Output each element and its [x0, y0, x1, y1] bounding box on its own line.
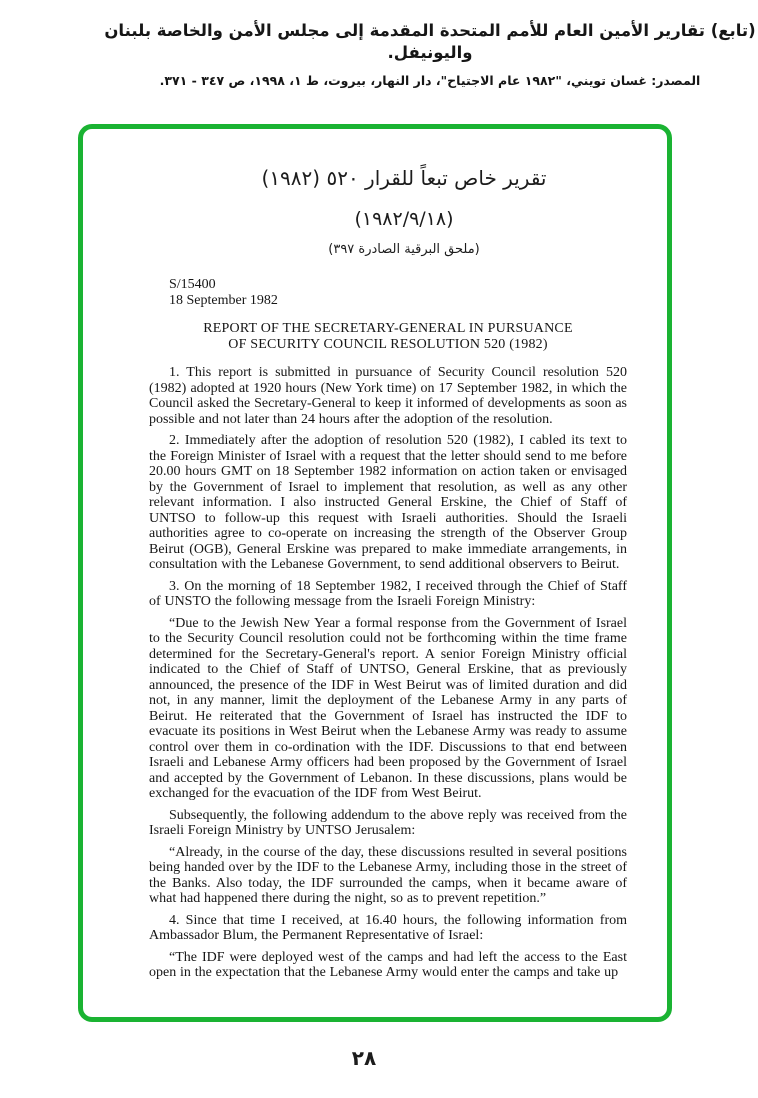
document-date: 18 September 1982 — [169, 293, 278, 308]
document-symbol: S/15400 — [169, 277, 216, 292]
arabic-title-note: (ملحق البرقية الصادرة ٣٩٧) — [328, 242, 480, 257]
header-line-2: المصدر: غسان تويني، "١٩٨٢ عام الاجتياح"، دار النهار، بيروت، ط ١، ١٩٩٨، ص ٣٤٧ - ٣٧١. — [159, 73, 701, 88]
report-heading — [149, 321, 627, 352]
arabic-title-block — [165, 166, 643, 258]
paragraph: Subsequently, the following addendum to the above reply was received from the Israeli Foreign Ministry by UNTSO Jerusalem: — [149, 807, 627, 838]
arabic-title: تقرير خاص تبعاً للقرار ٥٢٠ (١٩٨٢) — [261, 166, 547, 190]
report-heading-line-2: OF SECURITY COUNCIL RESOLUTION 520 (1982) — [228, 336, 548, 352]
paragraph: 1. This report is submitted in pursuance of Security Council resolution 520 (1982) adopted at 1920 hours (New York time) on 17 September 1982, in which the Council asked the Secretary-General to keep it informed of developments as soon as possible and not later than 24 hours after the adoption of the resolution. — [149, 365, 627, 427]
header-line-1: (تابع) تقارير الأمين العام للأمم المتحدة المقدمة إلى مجلس الأمن والخاصة بلبنان واليونيفل. — [104, 21, 756, 62]
arabic-title-date: (١٩٨٢/٩/١٨) — [354, 208, 454, 230]
paragraph: 3. On the morning of 18 September 1982, I received through the Chief of Staff of UNSTO the following message from the Israeli Foreign Ministry: — [149, 578, 627, 609]
paragraph: 2. Immediately after the adoption of resolution 520 (1982), I cabled its text to the Foreign Minister of Israel with a request that the letter should send to me before 20.00 hours GMT on 18 September 1982 information on action taken or envisaged by the Government of Israel to implement that resolution, as well as any other relevant information. I also instructed General Erskine, the Chief of Staff of UNTSO to follow-up this request with Israeli authorities. Should the Israeli authorities agree to co-operate on increasing the strength of the Observer Group Beirut (OGB), General Erskine was prepared to make immediate arrangements, in consultation with the Lebanese Government, to send additional observers to Beirut. — [149, 433, 627, 572]
paragraph: “Already, in the course of the day, these discussions resulted in several positions being handed over by the IDF to the Lebanese Army, including those in the street of the Banks. Also today, the IDF surrounded the camps, when it became aware of what had happened there during the night, so as to prevent repetition.” — [149, 844, 627, 906]
green-border-box — [78, 124, 672, 1022]
report-heading-line-1: REPORT OF THE SECRETARY-GENERAL IN PURSUANCE — [203, 321, 573, 336]
document-body — [149, 129, 627, 981]
document-reference — [169, 277, 627, 309]
paragraph: “The IDF were deployed west of the camps and had left the access to the East open in the expectation that the Lebanese Army would enter the camps and take up — [149, 949, 627, 980]
page-number: ٢٨ — [351, 1046, 377, 1070]
paragraph: “Due to the Jewish New Year a formal response from the Government of Israel to the Security Council resolution could not be forthcoming within the time frame determined for the Secretary-General's report. A senior Foreign Ministry official indicated to the Chief of Staff of UNTSO, General Erskine, that as previously announced, the presence of the IDF in West Beirut was of limited duration and did not, in any manner, limit the deployment of the Lebanese Army in any parts of Beirut. He reiterated that the Government of Israel has instructed the IDF to evacuate its positions in West Beirut when the Lebanese Army was ready to assume control over them in co-ordination with the IDF. Discussions to that end between Israeli and Lebanese Army officers had been proposed by the Government of Israel and accepted by the Government of Lebanon. In these discussions, plans would be exchanged for the evacuation of the IDF from West Beirut. — [149, 615, 627, 801]
document-paragraphs — [149, 365, 627, 981]
paragraph: 4. Since that time I received, at 16.40 hours, the following information from Ambassador Blum, the Permanent Representative of Israel: — [149, 912, 627, 943]
scan-source-header — [0, 20, 758, 90]
